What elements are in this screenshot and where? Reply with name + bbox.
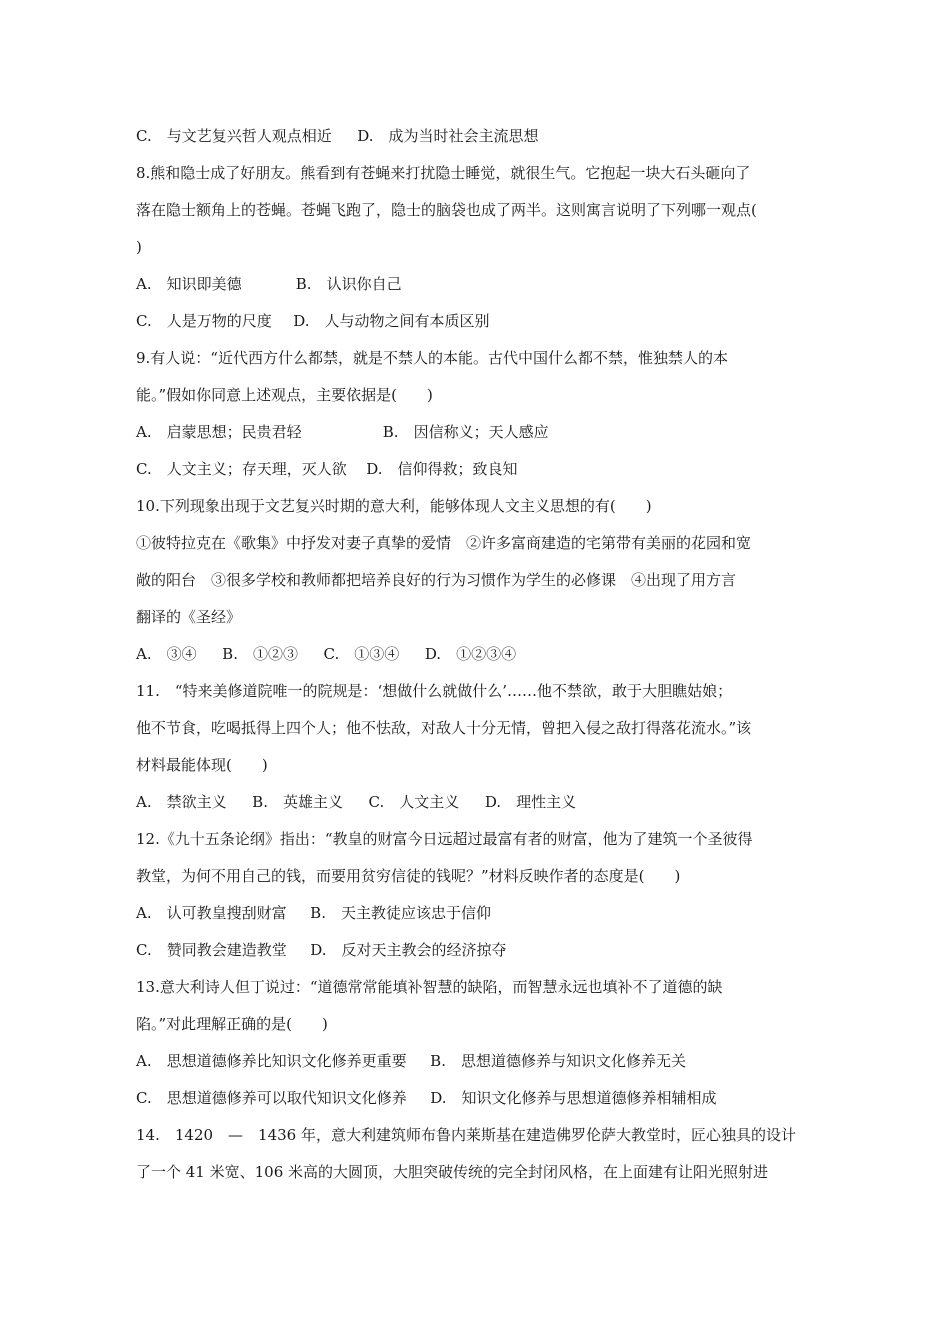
q13-option-a: A. 思想道德修养比知识文化修养更重要: [136, 1052, 407, 1070]
q11-stem-line-1: 11. “特来美修道院唯一的院规是：‘想做什么就做什么’……他不禁欲，敢于大胆瞧姑娘；: [136, 682, 733, 700]
q14-stem-line-1: 14. 1420 — 1436 年，意大利建筑师布鲁内莱斯基在建造佛罗伦萨大教堂时，匠心独具的设计: [136, 1126, 796, 1144]
q12-option-c: C. 赞同教会建造教堂: [136, 941, 287, 959]
q8-stem-line-1: 8.熊和隐士成了好朋友。熊看到有苍蝇来打扰隐士睡觉，就很生气。它抱起一块大石头砸向了: [136, 164, 751, 182]
q12-options-row-1: [136, 895, 826, 932]
q12-option-d: D. 反对天主教会的经济掠夺: [310, 941, 507, 959]
q8-options-row-2: [136, 303, 826, 340]
q13-option-d: D. 知识文化修养与思想道德修养相辅相成: [430, 1089, 717, 1107]
q12-stem-line-2: 教堂，为何不用自己的钱，而要用贫穷信徒的钱呢？”材料反映作者的态度是( ): [136, 867, 681, 885]
q11-stem-line-3: 材料最能体现( ): [136, 756, 268, 774]
q8-stem-line-3: ): [136, 238, 142, 256]
q8-stem-line-2: 落在隐士额角上的苍蝇。苍蝇飞跑了，隐士的脑袋也成了两半。这则寓言说明了下列哪一观点(: [136, 201, 757, 219]
q11-options-row: [136, 784, 826, 821]
q13-stem-line-2: 陷。”对此理解正确的是( ): [136, 1015, 328, 1033]
q11-option-d: D. 理性主义: [484, 793, 577, 811]
q8-option-d: D. 人与动物之间有本质区别: [293, 312, 490, 330]
q13-option-b: B. 思想道德修养与知识文化修养无关: [430, 1052, 686, 1070]
q10-stem-line-4: 翻译的《圣经》: [136, 608, 242, 626]
q7-option-d: D. 成为当时社会主流思想: [357, 127, 539, 145]
q13-options-row-1: [136, 1043, 826, 1080]
q10-stem-line-2: ①彼特拉克在《歌集》中抒发对妻子真挚的爱情 ②许多富商建造的宅第带有美丽的花园和宽: [136, 534, 752, 552]
q12-options-row-2: [136, 932, 826, 969]
q13-stem-line-1: 13.意大利诗人但丁说过：“道德常常能填补智慧的缺陷，而智慧永远也填补不了道德的缺: [136, 978, 723, 996]
q10-option-d: D. ①②③④: [424, 645, 517, 663]
q9-option-d: D. 信仰得救；致良知: [366, 460, 518, 478]
q13-options-row-2: [136, 1080, 826, 1117]
q11-option-a: A. 禁欲主义: [136, 793, 227, 811]
q12-stem-line-1: 12.《九十五条论纲》指出：“教皇的财富今日远超过最富有者的财富，他为了建筑一个圣彼得: [136, 830, 753, 848]
q10-option-b: B. ①②③: [222, 645, 298, 663]
exam-page: [136, 118, 826, 1191]
q8-option-a: A. 知识即美德: [136, 275, 242, 293]
q12-option-b: B. 天主教徒应该忠于信仰: [310, 904, 491, 922]
q9-options-row-1: [136, 414, 826, 451]
q8-options-row-1: [136, 266, 826, 303]
q7-options-row: [136, 118, 826, 155]
q8-option-c: C. 人是万物的尺度: [136, 312, 272, 330]
q9-option-c: C. 人文主义；存天理，灭人欲: [136, 460, 347, 478]
q13-option-c: C. 思想道德修养可以取代知识文化修养: [136, 1089, 407, 1107]
q10-option-a: A. ③④: [136, 645, 197, 663]
q14-stem-line-2: 了一个 41 米宽、106 米高的大圆顶，大胆突破传统的完全封闭风格，在上面建有让阳光照射进: [136, 1163, 769, 1181]
q9-stem-line-1: 9.有人说：“近代西方什么都禁，就是不禁人的本能。古代中国什么都不禁，惟独禁人的本: [136, 349, 728, 367]
q9-stem-line-2: 能。”假如你同意上述观点，主要依据是( ): [136, 386, 433, 404]
q9-options-row-2: [136, 451, 826, 488]
q7-option-c: C. 与文艺复兴哲人观点相近: [136, 127, 332, 145]
q8-option-b: B. 认识你自己: [295, 275, 402, 293]
q11-option-c: C. 人文主义: [368, 793, 460, 811]
q9-option-b: B. 因信称义；天人感应: [382, 423, 549, 441]
q11-option-b: B. 英雄主义: [252, 793, 343, 811]
q9-option-a: A. 启蒙思想；民贵君轻: [136, 423, 302, 441]
q11-stem-line-2: 他不节食，吃喝抵得上四个人；他不怯敌，对敌人十分无情，曾把入侵之敌打得落花流水。”该: [136, 719, 752, 737]
q10-options-row: [136, 636, 826, 673]
q10-stem-line-1: 10.下列现象出现于文艺复兴时期的意大利，能够体现人文主义思想的有( ): [136, 497, 652, 515]
q10-option-c: C. ①③④: [323, 645, 400, 663]
q12-option-a: A. 认可教皇搜刮财富: [136, 904, 287, 922]
q10-stem-line-3: 敞的阳台 ③很多学校和教师都把培养良好的行为习惯作为学生的必修课 ④出现了用方言: [136, 571, 737, 589]
